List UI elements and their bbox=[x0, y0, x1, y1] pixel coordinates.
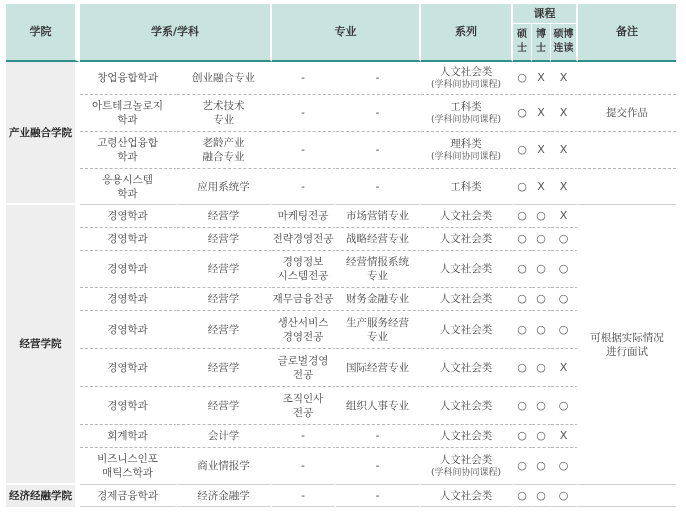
major-korean-name: - bbox=[272, 169, 336, 205]
dept-korean-name: 창업융합학과 bbox=[80, 62, 177, 95]
dept-chinese-name: 经济金融学 bbox=[177, 485, 272, 507]
major-korean-name: 경영정보 시스템전공 bbox=[272, 251, 336, 288]
dept-korean-name: 경영학과 bbox=[80, 205, 177, 228]
integrated-mark: ○ bbox=[551, 387, 578, 425]
header-dept-major: 学系/学科 bbox=[80, 4, 272, 62]
masters-mark: ○ bbox=[513, 132, 532, 169]
masters-mark: ○ bbox=[513, 62, 532, 95]
masters-mark: ○ bbox=[513, 387, 532, 425]
dept-korean-name: 경영학과 bbox=[80, 288, 177, 311]
masters-mark: ○ bbox=[513, 288, 532, 311]
remark-cell bbox=[578, 485, 676, 507]
doctoral-mark: ○ bbox=[532, 349, 551, 387]
header-course: 课程 bbox=[513, 4, 578, 24]
remark-cell bbox=[578, 132, 676, 169]
doctoral-mark: X bbox=[532, 95, 551, 132]
integrated-mark: ○ bbox=[551, 311, 578, 349]
dept-korean-name: 비즈니스인포 매틱스학과 bbox=[80, 448, 177, 485]
table-row bbox=[6, 95, 676, 132]
doctoral-mark: ○ bbox=[532, 288, 551, 311]
category-cell: 工科类 (学科间协同课程) bbox=[421, 95, 513, 132]
integrated-mark: ○ bbox=[551, 448, 578, 485]
doctoral-mark: ○ bbox=[532, 251, 551, 288]
dept-chinese-name: 老龄产业 融合专业 bbox=[177, 132, 272, 169]
category-cell: 人文社会类 bbox=[421, 251, 513, 288]
header-remark: 备注 bbox=[578, 4, 676, 62]
dept-korean-name: 경영학과 bbox=[80, 311, 177, 349]
table-row bbox=[6, 62, 676, 95]
integrated-mark: ○ bbox=[551, 485, 578, 507]
dept-chinese-name: 会计学 bbox=[177, 425, 272, 448]
masters-mark: ○ bbox=[513, 169, 532, 205]
table-row bbox=[6, 349, 676, 387]
category-cell: 人文社会类 bbox=[421, 485, 513, 507]
doctoral-mark: ○ bbox=[532, 485, 551, 507]
college-business: 经营学院 bbox=[6, 205, 80, 485]
dept-korean-name: 경영학과 bbox=[80, 228, 177, 251]
masters-mark: ○ bbox=[513, 349, 532, 387]
remark-cell bbox=[578, 62, 676, 95]
major-korean-name: - bbox=[272, 95, 336, 132]
major-chinese-name: 组织人事专业 bbox=[336, 387, 421, 425]
category-cell: 人文社会类 bbox=[421, 228, 513, 251]
table-row bbox=[6, 387, 676, 425]
major-chinese-name: 国际经营专业 bbox=[336, 349, 421, 387]
major-chinese-name: - bbox=[336, 448, 421, 485]
masters-mark: ○ bbox=[513, 311, 532, 349]
header-category: 系列 bbox=[421, 4, 513, 62]
program-table bbox=[6, 4, 676, 507]
major-korean-name: 마케팅전공 bbox=[272, 205, 336, 228]
college-industry: 产业融合学院 bbox=[6, 62, 80, 205]
masters-mark: ○ bbox=[513, 228, 532, 251]
masters-mark: ○ bbox=[513, 95, 532, 132]
masters-mark: ○ bbox=[513, 448, 532, 485]
header-doctoral: 博 士 bbox=[532, 24, 551, 62]
doctoral-mark: X bbox=[532, 169, 551, 205]
remark-interview: 可根据实际情况 进行面试 bbox=[578, 205, 676, 485]
category-cell: 人文社会类 bbox=[421, 288, 513, 311]
major-korean-name: - bbox=[272, 62, 336, 95]
table-row bbox=[6, 425, 676, 448]
masters-mark: ○ bbox=[513, 205, 532, 228]
major-chinese-name: - bbox=[336, 169, 421, 205]
category-cell: 人文社会类 (学科间协同课程) bbox=[421, 448, 513, 485]
masters-mark: ○ bbox=[513, 485, 532, 507]
integrated-mark: X bbox=[551, 62, 578, 95]
doctoral-mark: ○ bbox=[532, 205, 551, 228]
remark-cell bbox=[578, 169, 676, 205]
header-major: 专业 bbox=[272, 4, 421, 62]
dept-chinese-name: 应用系统学 bbox=[177, 169, 272, 205]
major-korean-name: - bbox=[272, 132, 336, 169]
table-row bbox=[6, 485, 676, 507]
doctoral-mark: ○ bbox=[532, 228, 551, 251]
major-korean-name: 전략경영전공 bbox=[272, 228, 336, 251]
major-chinese-name: 战略经营专业 bbox=[336, 228, 421, 251]
dept-korean-name: 회계학과 bbox=[80, 425, 177, 448]
category-cell: 人文社会类 bbox=[421, 425, 513, 448]
table-row bbox=[6, 448, 676, 485]
category-note: (学科间协同课程) bbox=[430, 152, 502, 162]
table-row bbox=[6, 132, 676, 169]
dept-korean-name: 경영학과 bbox=[80, 387, 177, 425]
doctoral-mark: ○ bbox=[532, 448, 551, 485]
integrated-mark: ○ bbox=[551, 251, 578, 288]
integrated-mark: ○ bbox=[551, 228, 578, 251]
dept-chinese-name: 商业情报学 bbox=[177, 448, 272, 485]
dept-korean-name: 경제금융학과 bbox=[80, 485, 177, 507]
category-cell: 人文社会类 (学科间协同课程) bbox=[421, 62, 513, 95]
major-korean-name: - bbox=[272, 448, 336, 485]
major-chinese-name: - bbox=[336, 132, 421, 169]
doctoral-mark: ○ bbox=[532, 425, 551, 448]
major-korean-name: 생산서비스 경영전공 bbox=[272, 311, 336, 349]
dept-chinese-name: 经营学 bbox=[177, 205, 272, 228]
masters-mark: ○ bbox=[513, 425, 532, 448]
table-row bbox=[6, 205, 676, 228]
category-cell: 工科类 bbox=[421, 169, 513, 205]
doctoral-mark: X bbox=[532, 62, 551, 95]
integrated-mark: X bbox=[551, 95, 578, 132]
category-note: (学科间协同课程) bbox=[430, 80, 502, 90]
dept-chinese-name: 经营学 bbox=[177, 349, 272, 387]
major-chinese-name: - bbox=[336, 485, 421, 507]
category-note: (学科间协同课程) bbox=[430, 115, 502, 125]
category-cell: 人文社会类 bbox=[421, 311, 513, 349]
doctoral-mark: ○ bbox=[532, 387, 551, 425]
dept-korean-name: 경영학과 bbox=[80, 349, 177, 387]
major-korean-name: - bbox=[272, 485, 336, 507]
dept-chinese-name: 经营学 bbox=[177, 387, 272, 425]
integrated-mark: X bbox=[551, 349, 578, 387]
category-note: (学科间协同课程) bbox=[430, 468, 502, 478]
major-korean-name: - bbox=[272, 425, 336, 448]
integrated-mark: X bbox=[551, 169, 578, 205]
major-chinese-name: 生产服务经营 专业 bbox=[336, 311, 421, 349]
table-row bbox=[6, 251, 676, 288]
major-korean-name: 조직인사 전공 bbox=[272, 387, 336, 425]
table-row bbox=[6, 288, 676, 311]
dept-korean-name: 응용시스템 학과 bbox=[80, 169, 177, 205]
integrated-mark: X bbox=[551, 132, 578, 169]
integrated-mark: X bbox=[551, 205, 578, 228]
college-economics: 经济经融学院 bbox=[6, 485, 80, 507]
dept-chinese-name: 经营学 bbox=[177, 311, 272, 349]
dept-chinese-name: 艺术技术 专业 bbox=[177, 95, 272, 132]
major-chinese-name: 市场营销专业 bbox=[336, 205, 421, 228]
dept-chinese-name: 创业融合专业 bbox=[177, 62, 272, 95]
major-korean-name: 재무금융전공 bbox=[272, 288, 336, 311]
doctoral-mark: ○ bbox=[532, 311, 551, 349]
header-college: 学院 bbox=[6, 4, 80, 62]
category-cell: 人文社会类 bbox=[421, 349, 513, 387]
major-chinese-name: 财务金融专业 bbox=[336, 288, 421, 311]
table-row bbox=[6, 228, 676, 251]
table-row bbox=[6, 169, 676, 205]
masters-mark: ○ bbox=[513, 251, 532, 288]
dept-chinese-name: 经营学 bbox=[177, 251, 272, 288]
table-row bbox=[6, 311, 676, 349]
integrated-mark: X bbox=[551, 425, 578, 448]
major-chinese-name: - bbox=[336, 95, 421, 132]
integrated-mark: ○ bbox=[551, 288, 578, 311]
dept-chinese-name: 经营学 bbox=[177, 228, 272, 251]
major-chinese-name: - bbox=[336, 62, 421, 95]
major-chinese-name: - bbox=[336, 425, 421, 448]
remark-portfolio: 提交作品 bbox=[578, 95, 676, 132]
doctoral-mark: X bbox=[532, 132, 551, 169]
major-korean-name: 글로벌경영 전공 bbox=[272, 349, 336, 387]
category-cell: 人文社会类 bbox=[421, 205, 513, 228]
dept-korean-name: 고령산업융합 학과 bbox=[80, 132, 177, 169]
category-cell: 理科类 (学科间协同课程) bbox=[421, 132, 513, 169]
major-chinese-name: 经营情报系统 专业 bbox=[336, 251, 421, 288]
category-cell: 人文社会类 bbox=[421, 387, 513, 425]
dept-chinese-name: 经营学 bbox=[177, 288, 272, 311]
header-integrated: 硕博 连读 bbox=[551, 24, 578, 62]
dept-korean-name: 경영학과 bbox=[80, 251, 177, 288]
dept-korean-name: 아트테크놀로지 학과 bbox=[80, 95, 177, 132]
header-masters: 硕 士 bbox=[513, 24, 532, 62]
